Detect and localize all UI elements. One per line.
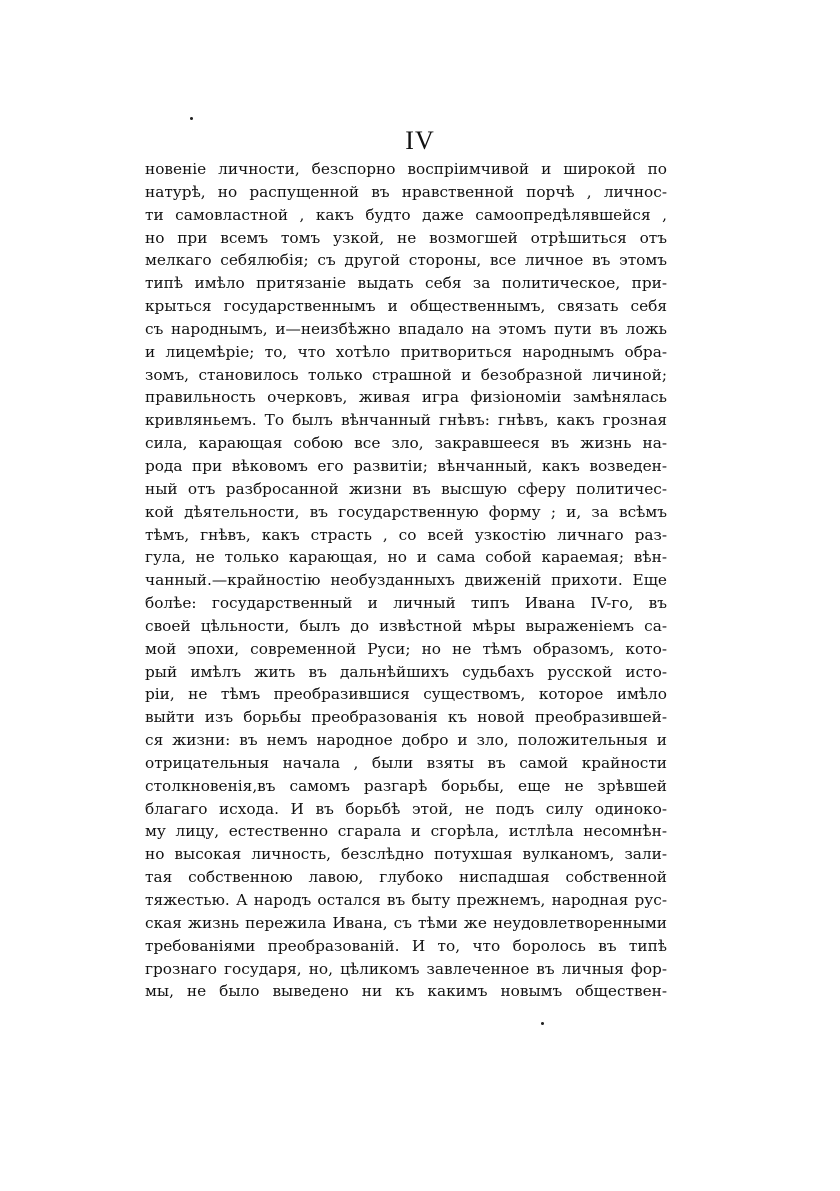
text-line: благаго исхода. И въ борьбѣ этой, не подъ силу одиноко- bbox=[145, 799, 667, 818]
text-line: мелкаго себялюбія; съ другой стороны, все личное въ этомъ bbox=[145, 251, 667, 270]
text-line: тяжестью. А народъ остался въ быту прежнемъ, народная рус- bbox=[145, 891, 667, 909]
text-line: рода при вѣковомъ его развитіи; вѣнчанный, какъ возведен- bbox=[145, 456, 667, 475]
text-line: ти самовластной , какъ будто даже самоопредѣлявшейся , bbox=[145, 205, 667, 224]
text-line: гула, не только карающая, но и сама собой караемая; вѣн- bbox=[145, 548, 667, 567]
paper-speck bbox=[190, 117, 193, 120]
text-line: требованіями преобразованій. И то, что боролось въ типѣ bbox=[145, 936, 667, 955]
text-line: но высокая личность, безслѣдно потухшая вулканомъ, зали- bbox=[145, 845, 667, 864]
text-line: болѣе: государственный и личный типъ Ивана IV-го, въ bbox=[145, 594, 667, 613]
page-number: IV bbox=[405, 126, 435, 155]
text-line: ный отъ разбросанной жизни въ высшую сферу политичес- bbox=[145, 479, 667, 498]
text-line: но при всемъ томъ узкой, не возмогшей отрѣшиться отъ bbox=[145, 228, 667, 247]
text-line: мой эпохи, современной Руси; но не тѣмъ образомъ, кото- bbox=[145, 639, 667, 658]
text-line: своей цѣльности, былъ до извѣстной мѣры выраженіемъ са- bbox=[145, 616, 667, 635]
text-line: правильность очерковъ, живая игра физіономіи замѣнялась bbox=[145, 388, 667, 407]
text-line: столкновенія,въ самомъ разгарѣ борьбы, еще не зрѣвшей bbox=[145, 776, 667, 795]
text-line: мы, не было выведено ни къ какимъ новымъ обществен- bbox=[145, 982, 667, 1001]
text-line: тѣмъ, гнѣвъ, какъ страсть , со всей узкостію личнаго раз- bbox=[145, 525, 667, 544]
text-line: тая собственною лавою, глубоко ниспадшая собственной bbox=[145, 868, 667, 887]
text-line: типѣ имѣло притязаніе выдать себя за политическое, при- bbox=[145, 274, 667, 293]
text-line: отрицательныя начала , были взяты въ самой крайности bbox=[145, 753, 667, 772]
text-line: чанный.—крайностію необузданныхъ движеній прихоти. Еще bbox=[145, 571, 667, 590]
text-line: ся жизни: въ немъ народное добро и зло, положительныя и bbox=[145, 731, 667, 750]
text-line: крыться государственнымъ и общественнымъ, связать себя bbox=[145, 297, 667, 316]
text-line: съ народнымъ, и—неизбѣжно впадало на этомъ пути въ ложь bbox=[145, 319, 667, 338]
text-line: сила, карающая собою все зло, закравшееся въ жизнь на- bbox=[145, 434, 667, 453]
text-line: выйти изъ борьбы преобразованія къ новой преобразившей- bbox=[145, 708, 667, 727]
text-line: рый имѣлъ жить въ дальнѣйшихъ судьбахъ русской исто- bbox=[145, 662, 667, 681]
text-line: кой дѣятельности, въ государственную форму ; и, за всѣмъ bbox=[145, 502, 667, 521]
body-text bbox=[145, 158, 667, 1003]
text-line: и лицемѣріе; то, что хотѣло притвориться народнымъ обра- bbox=[145, 342, 667, 361]
paper-speck bbox=[541, 1022, 544, 1025]
text-line: му лицу, естественно сгарала и сгорѣла, истлѣла несомнѣн- bbox=[145, 822, 667, 841]
text-line: зомъ, становилось только страшной и безобразной личиной; bbox=[145, 365, 667, 384]
text-line: кривляньемъ. То былъ вѣнчанный гнѣвъ: гнѣвъ, какъ грозная bbox=[145, 411, 667, 430]
text-line: ріи, не тѣмъ преобразившися существомъ, которое имѣло bbox=[145, 685, 667, 704]
text-line: новеніе личности, безспорно воспріимчивой и широкой по bbox=[145, 160, 667, 178]
text-line: ская жизнь пережила Ивана, съ тѣми же неудовлетворенными bbox=[145, 913, 667, 932]
text-line: грознаго государя, но, цѣликомъ завлеченное въ личныя фор- bbox=[145, 959, 667, 978]
text-line: натурѣ, но распущенной въ нравственной порчѣ , личнос- bbox=[145, 182, 667, 201]
